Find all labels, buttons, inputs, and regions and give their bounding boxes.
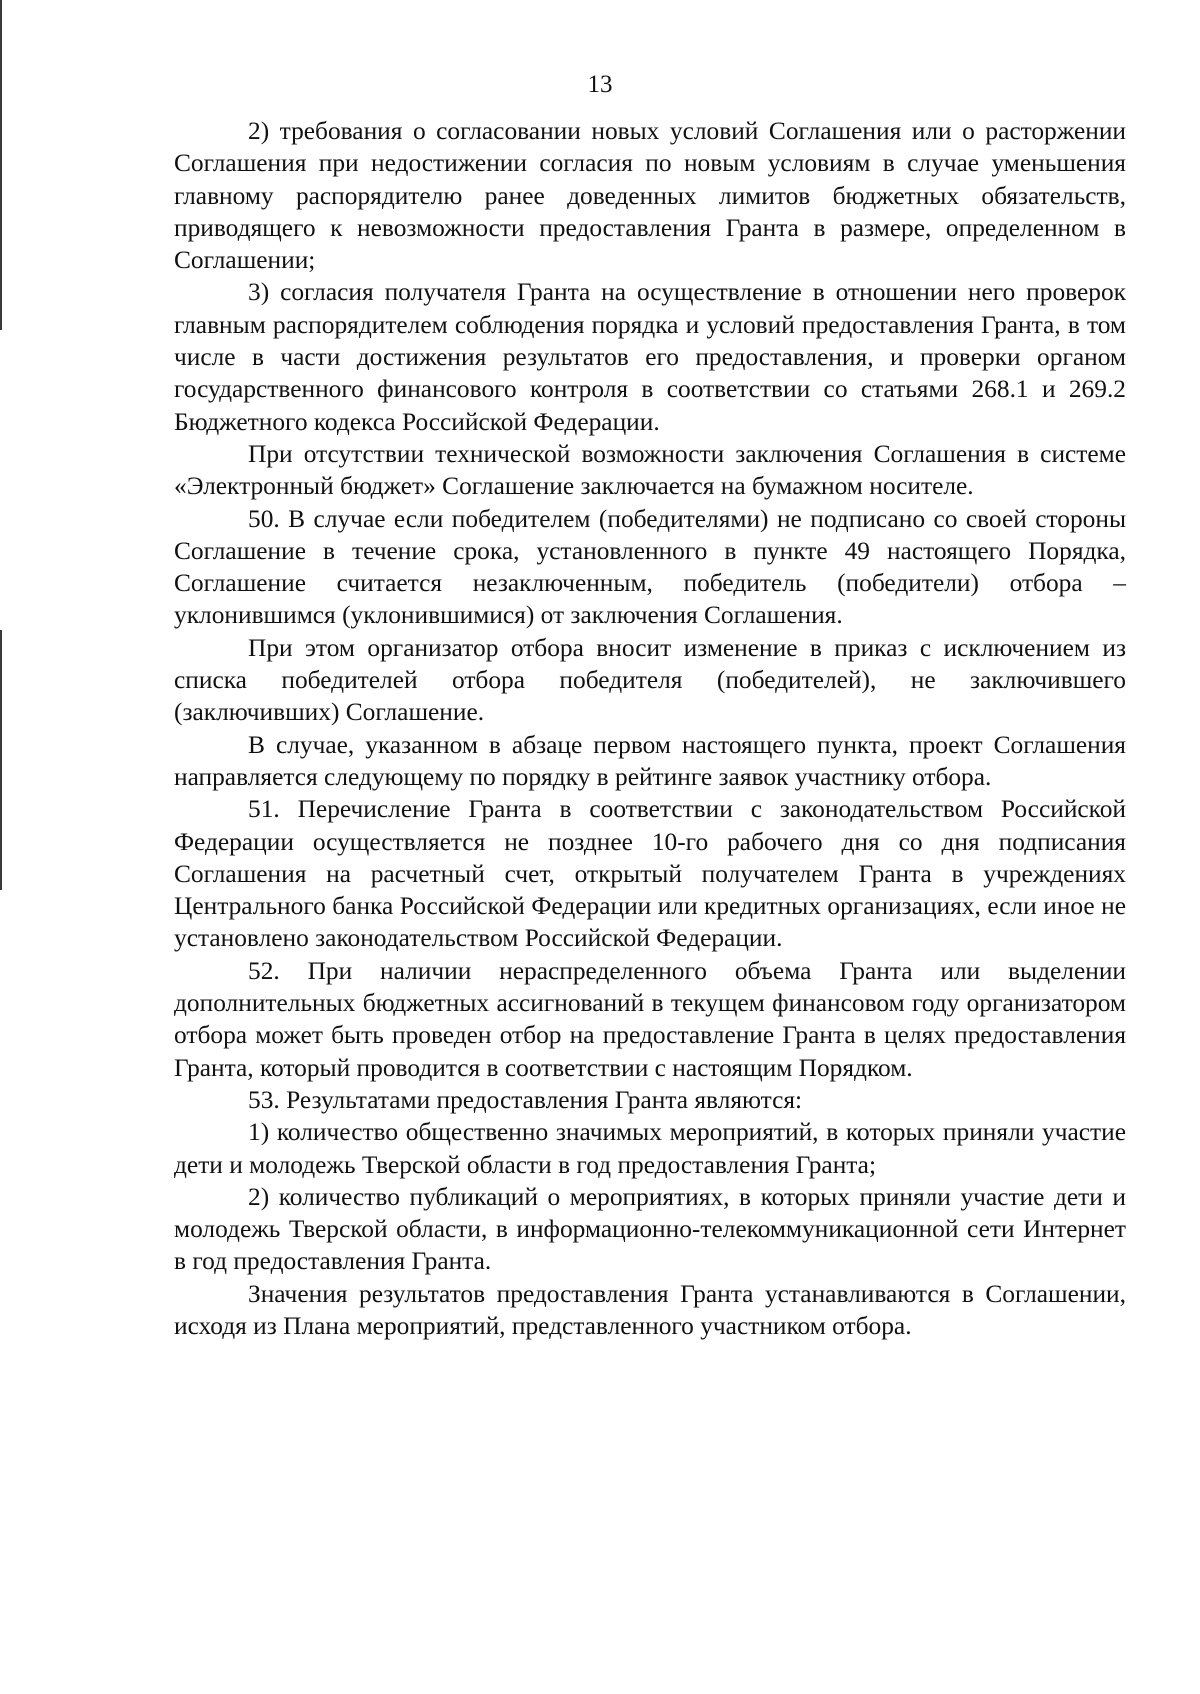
- paragraph: При отсутствии технической возможности заключения Соглашения в системе «Электронный бюджет» Соглашение заключается на бумажном носителе.: [174, 439, 1126, 501]
- paragraph: Значения результатов предоставления Гранта устанавливаются в Соглашении, исходя из Плана мероприятий, представленного участником отбора.: [174, 1279, 1126, 1340]
- paragraph: 52. При наличии нераспределенного объема Гранта или выделении дополнительных бюджетных ассигнований в текущем финансовом году организатором отбора может быть проведен отбор на предоставление Гранта в целях предоставления Гранта, который проводится в соответствии с настоящим Порядком.: [174, 956, 1126, 1082]
- paragraph: 53. Результатами предоставления Гранта являются:: [248, 1085, 803, 1114]
- scan-edge-mark: [0, 0, 2, 330]
- paragraph: 2) количество публикаций о мероприятиях, в которых приняли участие дети и молодежь Тверской области, в информационно-телекоммуникационной сети Интернет в год предоставления Гранта.: [174, 1182, 1126, 1276]
- paragraph: 2) требования о согласовании новых условий Соглашения или о расторжении Соглашения при недостижении согласия по новым условиям в случае уменьшения главному распорядителю ранее доведенных лимитов бюджетных обязательств, приводящего к невозможности предоставления Гранта в размере, определенном в Соглашении;: [174, 117, 1126, 275]
- scan-edge-mark: [0, 630, 2, 890]
- paragraph: 50. В случае если победителем (победителями) не подписано со своей стороны Соглашение в течение срока, установленного в пункте 49 настоящего Порядка, Соглашение считается незаключенным, победитель (победители) отбора – уклонившимся (уклонившимися) от заключения Соглашения.: [174, 504, 1126, 630]
- document-body: [174, 115, 1126, 1342]
- page-number: 13: [587, 71, 613, 98]
- paragraph: 3) согласия получателя Гранта на осуществление в отношении него проверок главным распорядителем соблюдения порядка и условий предоставления Гранта, в том числе в части достижения результатов его предоставления, и проверки органом государственного финансового контроля в соответствии со статьями 268.1 и 269.2 Бюджетного кодекса Российской Федерации.: [174, 278, 1126, 436]
- paragraph: В случае, указанном в абзаце первом настоящего пункта, проект Соглашения направляется следующему по порядку в рейтинге заявок участнику отбора.: [174, 730, 1126, 791]
- paragraph: 51. Перечисление Гранта в соответствии с законодательством Российской Федерации осуществляется не позднее 10-го рабочего дня со дня подписания Соглашения на расчетный счет, открытый получателем Гранта в учреждениях Центрального банка Российской Федерации или кредитных организациях, если иное не установлено законодательством Российской Федерации.: [174, 795, 1126, 953]
- paragraph: 1) количество общественно значимых мероприятий, в которых приняли участие дети и молодежь Тверской области в год предоставления Гранта;: [174, 1118, 1126, 1179]
- paragraph: При этом организатор отбора вносит изменение в приказ с исключением из списка победителей отбора победителя (победителей), не заключившего (заключивших) Соглашение.: [174, 633, 1126, 727]
